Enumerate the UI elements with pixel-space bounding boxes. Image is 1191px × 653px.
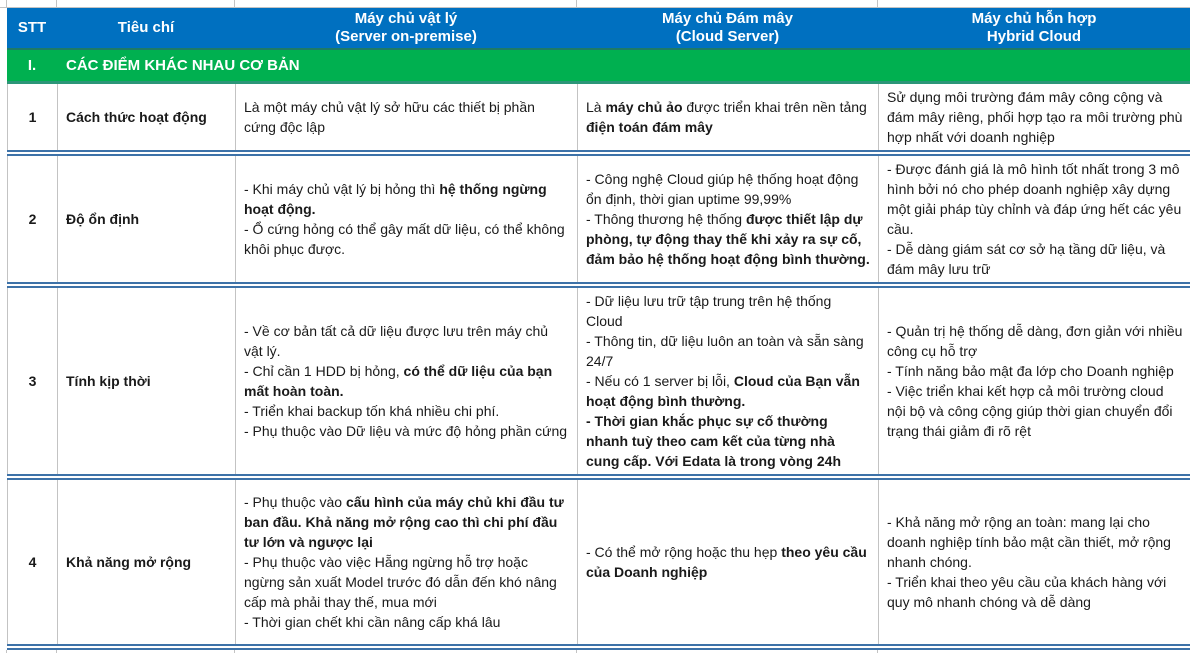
row-number: 3: [8, 288, 58, 474]
list-item: [887, 159, 1183, 239]
physical-server-cell-content: [236, 318, 577, 444]
text-segment: - Thông thương hệ thống: [586, 211, 746, 227]
list-item: [887, 512, 1183, 572]
hybrid-cloud-cell-content: [879, 318, 1191, 444]
text-segment: - Tính năng bảo mật đa lớp cho Doanh nghiệp: [887, 363, 1174, 379]
physical-server-cell-content: [236, 176, 577, 262]
text-segment: - Quản trị hệ thống dễ dàng, đơn giản với nhiều công cụ hỗ trợ: [887, 323, 1183, 359]
bold-text-segment: được thiết lập dự phòng, tự động thay thế khi xảy ra sự cố, đảm bảo hệ thống hoạt động bình thường.: [586, 211, 870, 267]
text-segment: - Chỉ cần 1 HDD bị hỏng,: [244, 363, 404, 379]
cloud-server-cell-content: [578, 166, 878, 272]
hybrid-cloud-cell: [879, 156, 1191, 282]
hybrid-cloud-cell: [879, 84, 1191, 150]
list-item: [244, 219, 569, 259]
cloud-server-cell: [578, 84, 879, 150]
list-item: [244, 421, 569, 441]
text-segment: - Việc triển khai kết hợp cả môi trường cloud nội bộ và công cộng giúp thời gian chuyển đổi trạng thái giảm đi rõ rệt: [887, 383, 1173, 439]
list-item: [586, 411, 870, 471]
list-item: [244, 97, 569, 137]
hybrid-cloud-cell-content: [879, 84, 1191, 150]
bold-text-segment: Cloud của Bạn vẫn hoạt động bình thường.: [586, 373, 860, 409]
text-segment: - Ổ cứng hỏng có thể gây mất dữ liệu, có thể không khôi phục được.: [244, 221, 565, 257]
header-stt: [7, 8, 57, 48]
text-segment: - Công nghệ Cloud giúp hệ thống hoạt động ổn định, thời gian uptime 99,99%: [586, 171, 859, 207]
bold-text-segment: - Thời gian khắc phục sự cố thường nhanh tuỳ theo cam kết của từng nhà cung cấp. Với Edata là trong vòng 24h: [586, 413, 841, 469]
text-segment: - Có thể mở rộng hoặc thu hẹp: [586, 544, 782, 560]
row-criterion: Độ ổn định: [58, 156, 236, 282]
header-physical-line2: (Server on-premise): [335, 28, 477, 45]
header-cloud-line1: Máy chủ Đám mây: [662, 10, 793, 27]
list-item: [887, 572, 1183, 612]
list-item: [887, 361, 1183, 381]
list-item: [244, 552, 569, 612]
text-segment: - Triển khai theo yêu cầu của khách hàng với quy mô nhanh chóng và dễ dàng: [887, 574, 1167, 610]
cloud-server-cell-content: [578, 94, 878, 140]
section-title: CÁC ĐIỂM KHÁC NHAU CƠ BẢN: [66, 57, 300, 74]
text-segment: - Thông tin, dữ liệu luôn an toàn và sẵn sàng 24/7: [586, 333, 864, 369]
text-segment: Sử dụng môi trường đám mây công cộng và đám mây riêng, phối hợp tạo ra môi trường phù hợp nhất với doanh nghiệp: [887, 89, 1183, 145]
table-body: [0, 84, 1190, 650]
text-segment: - Khi máy chủ vật lý bị hỏng thì: [244, 181, 440, 197]
hybrid-cloud-cell-content: [879, 509, 1191, 615]
hybrid-cloud-cell: [879, 288, 1191, 474]
row-number: 2: [8, 156, 58, 282]
bold-text-segment: hệ thống ngừng hoạt động.: [244, 181, 547, 217]
bold-text-segment: máy chủ ảo: [605, 99, 683, 115]
header-stt-label: STT: [17, 19, 47, 36]
header-cloud-line2: (Cloud Server): [675, 28, 780, 45]
section-row-differences: [7, 48, 1190, 84]
row-number: 1: [8, 84, 58, 150]
header-physical-server: [235, 8, 577, 48]
list-item: [887, 239, 1183, 279]
list-item: [244, 321, 569, 361]
row-criterion: Khả năng mở rộng: [58, 480, 236, 644]
cloud-server-cell: [578, 288, 879, 474]
cloud-server-cell: [578, 156, 879, 282]
text-segment: - Dễ dàng giám sát cơ sở hạ tầng dữ liệu, và đám mây lưu trữ: [887, 241, 1166, 277]
list-item: [586, 97, 870, 137]
header-hybrid-line2: Hybrid Cloud: [986, 28, 1082, 45]
text-segment: - Dữ liệu lưu trữ tập trung trên hệ thống Cloud: [586, 293, 832, 329]
header-cloud-server: [577, 8, 878, 48]
header-criteria: [57, 8, 235, 48]
text-segment: Là: [586, 99, 606, 115]
cloud-server-cell: [578, 480, 879, 644]
physical-server-cell-content: [236, 94, 577, 140]
list-item: [244, 179, 569, 219]
physical-server-cell: [236, 84, 578, 150]
header-hybrid-cloud: [878, 8, 1190, 48]
list-item: [586, 169, 870, 209]
cloud-server-cell-content: [578, 288, 878, 474]
left-gutter: [0, 0, 7, 7]
table-row: [7, 480, 1190, 644]
list-item: [244, 361, 569, 401]
section-number: I.: [27, 57, 37, 74]
text-segment: Là một máy chủ vật lý sở hữu các thiết bị phần cứng độc lập: [244, 99, 535, 135]
text-segment: - Thời gian chết khi cần nâng cấp khá lâu: [244, 614, 501, 630]
row-criterion: Tính kịp thời: [58, 288, 236, 474]
text-segment: - Triển khai backup tốn khá nhiều chi phí.: [244, 403, 500, 419]
text-segment: - Nếu có 1 server bị lỗi,: [586, 373, 734, 389]
text-segment: - Phụ thuộc vào việc Hẵng ngừng hỗ trợ hoặc ngừng sản xuất Model trước đó dẫn đến khó nâng cấp mà phải thay thế, mua mới: [244, 554, 557, 610]
row-criterion: Cách thức hoạt động: [58, 84, 236, 150]
list-item: [586, 542, 870, 582]
text-segment: - Về cơ bản tất cả dữ liệu được lưu trên máy chủ vật lý.: [244, 323, 549, 359]
row-number: 4: [8, 480, 58, 644]
bold-text-segment: theo yêu cầu của Doanh nghiệp: [586, 544, 867, 580]
list-item: [586, 331, 870, 371]
hybrid-cloud-cell: [879, 480, 1191, 644]
cloud-server-cell-content: [578, 539, 878, 585]
list-item: [586, 291, 870, 331]
list-item: [244, 401, 569, 421]
list-item: [244, 492, 569, 552]
list-item: [887, 321, 1183, 361]
header-criteria-label: Tiêu chí: [117, 19, 175, 36]
bold-text-segment: có thể dữ liệu của bạn mất hoàn toàn.: [244, 363, 553, 399]
table-row: [7, 288, 1190, 474]
top-partial-row: [0, 0, 1190, 8]
text-segment: - Phụ thuộc vào Dữ liệu và mức độ hỏng phần cứng: [244, 423, 568, 439]
physical-server-cell: [236, 288, 578, 474]
header-hybrid-line1: Máy chủ hỗn hợp: [971, 10, 1097, 27]
list-item: [887, 87, 1183, 147]
text-segment: - Phụ thuộc vào: [244, 494, 346, 510]
hybrid-cloud-cell-content: [879, 156, 1191, 282]
list-item: [887, 381, 1183, 441]
list-item: [586, 371, 870, 411]
table-row: [7, 156, 1190, 282]
table-row: [7, 84, 1190, 150]
list-item: [244, 612, 569, 632]
text-segment: - Khả năng mở rộng an toàn: mang lại cho doanh nghiệp tính bảo mật cần thiết, mở rộng nhanh chóng.: [887, 514, 1171, 570]
physical-server-cell: [236, 480, 578, 644]
bold-text-segment: cấu hình của máy chủ khi đầu tư ban đầu. Khả năng mở rộng cao thì chi phí đầu tư lớn và ngược lại: [244, 494, 564, 550]
table-header-row: [7, 8, 1190, 48]
bold-text-segment: điện toán đám mây: [586, 119, 713, 135]
text-segment: - Được đánh giá là mô hình tốt nhất trong 3 mô hình bởi nó cho phép doanh nghiệp xây dựng một giải pháp tùy chỉnh và đáp ứng hết các yêu cầu.: [887, 161, 1182, 237]
header-physical-line1: Máy chủ vật lý: [354, 10, 458, 27]
physical-server-cell-content: [236, 489, 577, 635]
text-segment: được triển khai trên nền tảng: [682, 99, 867, 115]
list-item: [586, 209, 870, 269]
physical-server-cell: [236, 156, 578, 282]
